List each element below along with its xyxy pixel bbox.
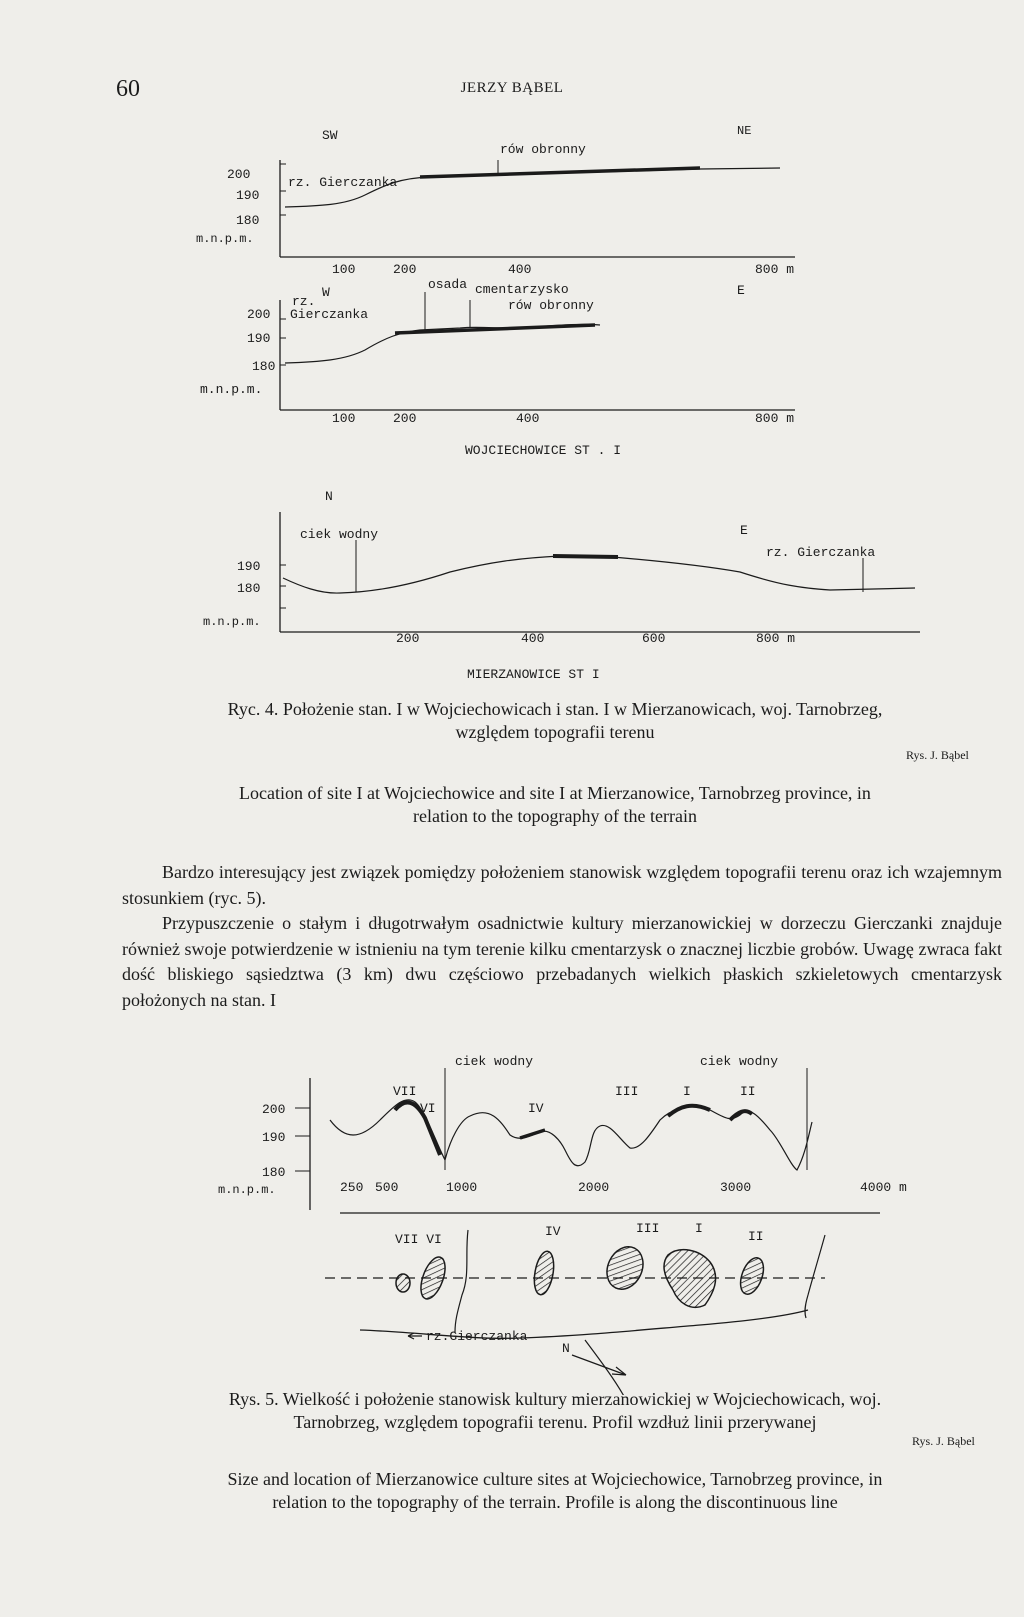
paragraph-2: Przypuszczenie o stałym i długotrwałym osadnictwie kultury mierzanowickiej w dorzeczu Gierczanki znajduje również swoje potwierdzenie w istnieniu na tym terenie kilku cmentarzysk o znacznej liczbie grobów. Uwagę zwraca fakt dość bliskiego sąsiedztwa (3 km) dwu częściowo przebadanych wielkich płaskich szkieletowych cmentarzysk położonych na stan. I xyxy=(122,913,1002,1010)
p2-xtick-200: 200 xyxy=(393,411,417,426)
fig5-label-i: I xyxy=(683,1084,691,1099)
p3-xtick-400: 400 xyxy=(521,631,545,646)
p1-yunit: m.n.p.m. xyxy=(196,232,254,246)
fig4-caption-en xyxy=(90,782,1020,829)
p3-yunit: m.n.p.m. xyxy=(203,615,261,629)
p2-ytick-200: 200 xyxy=(247,307,271,322)
fig4-caption-en-line2: relation to the topography of the terrain xyxy=(413,806,697,827)
fig5-yunit: m.n.p.m. xyxy=(218,1183,276,1197)
fig5-caption-en xyxy=(90,1468,1020,1515)
fig5-label-iii: III xyxy=(615,1084,639,1099)
fig4-caption-pl xyxy=(90,698,1020,745)
fig4-credit: Rys. J. Bąbel xyxy=(906,748,969,762)
p2-ytick-180: 180 xyxy=(252,359,276,374)
site-vii-shape xyxy=(396,1274,410,1292)
p2-yunit: m.n.p.m. xyxy=(200,382,263,397)
p1-ytick-190: 190 xyxy=(236,188,260,203)
map-label-iv: IV xyxy=(545,1224,561,1239)
fig5-north: N xyxy=(562,1341,570,1356)
p3-xtick-800: 800 m xyxy=(756,631,796,646)
fig5-map xyxy=(325,1230,825,1395)
site-i-shape xyxy=(664,1250,716,1308)
p3-stream: ciek wodny xyxy=(300,527,379,542)
fig5-ytick-200: 200 xyxy=(262,1102,286,1117)
map-label-ii: II xyxy=(748,1229,764,1244)
fig5-label-iv: IV xyxy=(528,1101,544,1116)
fig5-label-ii: II xyxy=(740,1084,756,1099)
p2-feature-osada: osada xyxy=(428,277,468,292)
p2-river-a: rz. xyxy=(292,294,316,309)
site-iv-shape xyxy=(531,1250,556,1296)
fig5-caption-pl xyxy=(90,1388,1020,1435)
p1-ytick-200: 200 xyxy=(227,167,251,182)
figure-5 xyxy=(0,1040,1024,1395)
p3-dir-right: E xyxy=(740,523,748,538)
paragraph-1: Bardzo interesujący jest związek pomiędzy położeniem stanowisk względem topografii terenu oraz ich wzajemnym stosunkiem (ryc. 5). xyxy=(122,862,1002,908)
fig4-caption-en-line1: Location of site I at Wojciechowice and site I at Mierzanowice, Tarnobrzeg province, in xyxy=(239,783,871,803)
fig5-stream-1: ciek wodny xyxy=(455,1054,534,1069)
p2-xtick-400: 400 xyxy=(516,411,540,426)
p2-xtick-800: 800 m xyxy=(755,411,795,426)
fig5-xtick-500: 500 xyxy=(375,1180,399,1195)
fig5-caption-en-line1: Size and location of Mierzanowice culture sites at Wojciechowice, Tarnobrzeg province, in xyxy=(227,1469,883,1489)
fig4-caption-pl-line2: względem topografii terenu xyxy=(455,722,655,743)
p1-dir-left: SW xyxy=(322,128,338,143)
fig5-caption-pl-line2: Tarnobrzeg, względem topografii terenu. Profil wzdłuż linii przerywanej xyxy=(293,1412,817,1433)
p1-dir-right: NE xyxy=(737,124,752,138)
fig5-caption-pl-line1: Rys. 5. Wielkość i położenie stanowisk kultury mierzanowickiej w Wojciechowicach, woj. xyxy=(228,1389,882,1409)
fig4-caption-pl-line1: Ryc. 4. Położenie stan. I w Wojciechowicach i stan. I w Mierzanowicach, woj. Tarnobrzeg, xyxy=(227,699,883,719)
figure-4 xyxy=(0,0,1024,690)
fig5-site-shapes xyxy=(396,1241,768,1307)
body-text xyxy=(122,860,1002,1013)
p3-ytick-190: 190 xyxy=(237,559,261,574)
p3-xtick-600: 600 xyxy=(642,631,666,646)
map-label-vii-vi: VII VI xyxy=(395,1232,442,1247)
fig5-xtick-3000: 3000 xyxy=(720,1180,752,1195)
map-label-iii: III xyxy=(636,1221,660,1236)
fig5-stream-2: ciek wodny xyxy=(700,1054,779,1069)
p3-site-title: MIERZANOWICE ST I xyxy=(467,667,600,682)
fig5-credit: Rys. J. Bąbel xyxy=(912,1434,975,1448)
p2-dir-left: W xyxy=(322,285,330,300)
fig5-river: rz.Gierczanka xyxy=(426,1329,528,1344)
p3-dir-left: N xyxy=(325,489,333,504)
p2-site-title: WOJCIECHOWICE ST . I xyxy=(465,443,622,458)
fig5-xtick-4000: 4000 m xyxy=(860,1180,907,1195)
fig5-xtick-1000: 1000 xyxy=(446,1180,478,1195)
p1-xtick-200: 200 xyxy=(393,262,417,277)
p2-xtick-100: 100 xyxy=(332,411,356,426)
fig5-xtick-2000: 2000 xyxy=(578,1180,610,1195)
fig5-label-vii: VII xyxy=(393,1084,417,1099)
p2-river-b: Gierczanka xyxy=(290,307,369,322)
map-label-i: I xyxy=(695,1221,703,1236)
p2-ytick-190: 190 xyxy=(247,331,271,346)
p1-xtick-100: 100 xyxy=(332,262,356,277)
p1-feature: rów obronny xyxy=(500,142,586,157)
fig5-label-vi: VI xyxy=(420,1101,436,1116)
p1-xtick-400: 400 xyxy=(508,262,532,277)
p2-feature-cmentarzysko: cmentarzysko xyxy=(475,282,569,297)
p3-ytick-180: 180 xyxy=(237,581,261,596)
p3-xtick-200: 200 xyxy=(396,631,420,646)
p1-xtick-800: 800 m xyxy=(755,262,795,277)
p2-feature-row: rów obronny xyxy=(508,298,594,313)
p3-river: rz. Gierczanka xyxy=(766,545,876,560)
running-head: JERZY BĄBEL xyxy=(460,80,564,96)
site-ii-shape xyxy=(736,1255,768,1298)
fig5-ytick-190: 190 xyxy=(262,1130,286,1145)
fig5-ytick-180: 180 xyxy=(262,1165,286,1180)
fig5-caption-en-line2: relation to the topography of the terrain. Profile is along the discontinuous line xyxy=(272,1492,838,1513)
p1-river: rz. Gierczanka xyxy=(288,175,398,190)
p2-dir-right: E xyxy=(737,283,745,298)
page-number: 60 xyxy=(116,76,140,102)
p1-ytick-180: 180 xyxy=(236,213,260,228)
fig5-xtick-250: 250 xyxy=(340,1180,364,1195)
site-iii-shape xyxy=(600,1241,649,1295)
